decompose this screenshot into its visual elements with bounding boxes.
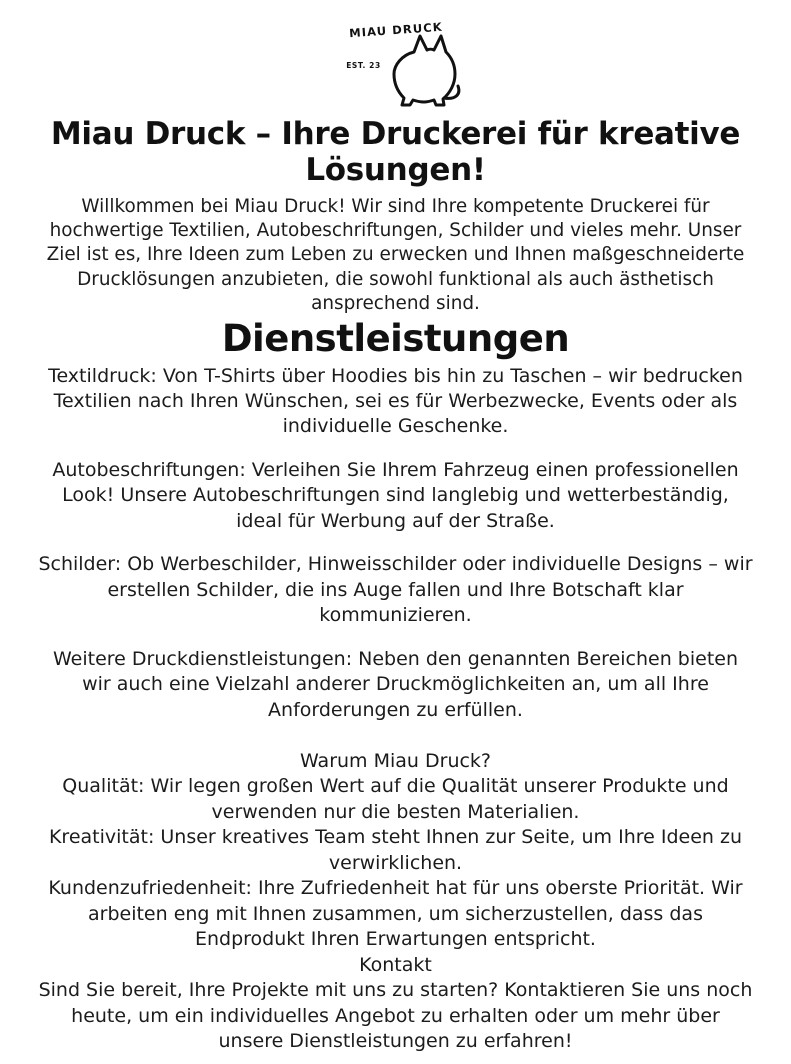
why-heading: Warum Miau Druck?: [299, 750, 492, 772]
logo-brand-text: MIAU DRUCK: [348, 19, 443, 41]
miau-druck-logo: [328, 6, 464, 110]
spacer: [34, 629, 757, 647]
why-item: Kreativität: Unser kreatives Team steht Ihnen zur Seite, um Ihre Ideen zu verwirklichen.: [48, 826, 743, 874]
page-title: Miau Druck – Ihre Druckerei für kreative Lösungen!: [50, 116, 741, 189]
logo-est-text: EST. 23: [346, 61, 381, 70]
service-item: Schilder: Ob Werbeschilder, Hinweisschilder oder individuelle Designs – wir erstellen Schilder, die ins Auge fallen und Ihre Botschaft klar kommunizieren.: [38, 553, 753, 627]
spacer: [34, 534, 757, 552]
contact-paragraph: Sind Sie bereit, Ihre Projekte mit uns zu starten? Kontaktieren Sie uns noch heute, um ein individuelles Angebot zu erhalten oder um mehr über unsere Dienstleistungen zu erfahren!: [38, 979, 753, 1052]
spacer: [34, 440, 757, 458]
contact-heading: Kontakt: [359, 953, 432, 976]
logo-header: [34, 6, 757, 114]
services-heading: Dienstleistungen: [221, 316, 570, 360]
service-item: Textildruck: Von T-Shirts über Hoodies bis hin zu Taschen – wir bedrucken Textilien nach Ihren Wünschen, sei es für Werbezwecke, Events oder als individuelle Geschenke.: [48, 364, 743, 438]
service-item: Autobeschriftungen: Verleihen Sie Ihrem Fahrzeug einen professionellen Look! Unsere Autobeschriftungen sind langlebig und wetterbeständig, ideal für Werbung auf der Straße.: [52, 458, 739, 532]
intro-paragraph: Willkommen bei Miau Druck! Wir sind Ihre kompetente Druckerei für hochwertige Textilien, Autobeschriftungen, Schilder und vieles mehr. Unser Ziel ist es, Ihre Ideen zum Leben zu erwecken und Ihnen maßgeschneiderte Drucklösungen anzubieten, die sowohl funktional als auch ästhetisch ansprechend sind.: [46, 195, 745, 315]
spacer: [34, 723, 757, 749]
why-item: Qualität: Wir legen großen Wert auf die Qualität unserer Produkte und verwenden nur die besten Materialien.: [62, 775, 729, 823]
service-item: Weitere Druckdienstleistungen: Neben den genannten Bereichen bieten wir auch eine Vielzahl anderer Druckmöglichkeiten an, um all Ihre Anforderungen zu erfüllen.: [52, 647, 739, 721]
why-item: Kundenzufriedenheit: Ihre Zufriedenheit hat für uns oberste Priorität. Wir arbeiten eng mit Ihnen zusammen, um sicherzustellen, dass das Endprodukt Ihren Erwartungen entspricht.: [48, 877, 743, 951]
